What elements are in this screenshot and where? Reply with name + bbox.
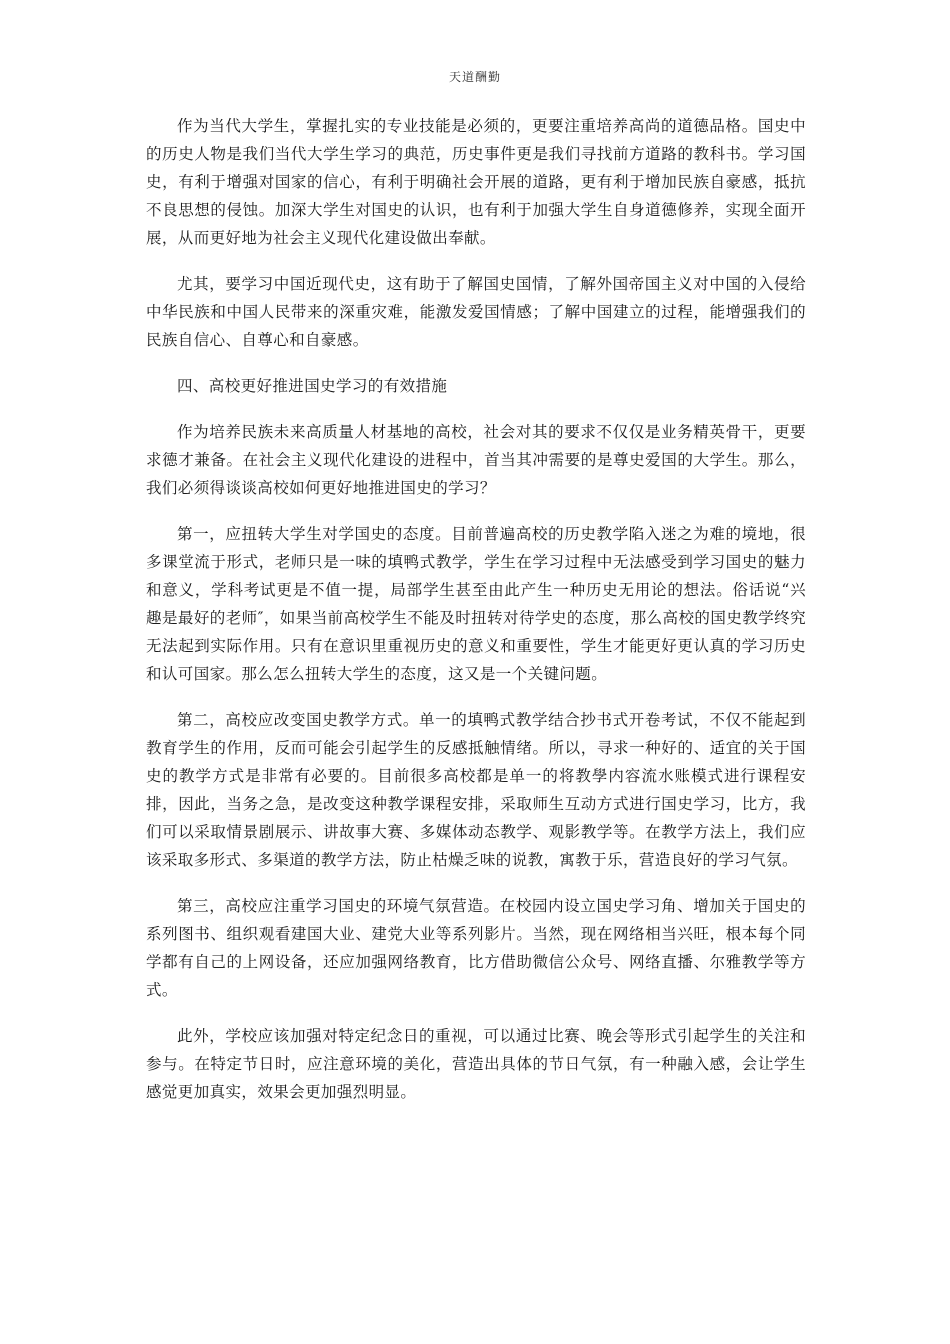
paragraph-first-measure: 第一，应扭转大学生对学国史的态度。目前普遍高校的历史教学陷入迷之为难的境地，很多课堂流于形式，老师只是一味的填鸭式教学，学生在学习过程中无法感受到学习国史的魅力和意义，学科考试更是不值一提，局部学生甚至由此产生一种历史无用论的想法。俗话说“兴趣是最好的老师″，如果当前高校学生不能及时扭转对待学史的态度，那么高校的国史教学终究无法起到实际作用。只有在意识里重视历史的意义和重要性，学生才能更好更认真的学习历史和认可国家。那么怎么扭转大学生的态度，这又是一个关键问题。	[146, 525, 806, 683]
paragraph-requirements: 作为培养民族未来高质量人材基地的高校，社会对其的要求不仅仅是业务精英骨干，更要求德才兼备。在社会主义现代化建设的进程中，首当其冲需要的是尊史爱国的大学生。那么，我们必须得谈谈高校如何更好地推进国史的学习？	[146, 423, 806, 497]
page-header: 天道酬勤	[448, 70, 501, 84]
document-body	[146, 112, 806, 1124]
paragraph-additional: 此外，学校应该加强对特定纪念日的重视，可以通过比赛、晚会等形式引起学生的关注和参与。在特定节日时，应注意环境的美化，营造出具体的节日气氛，有一种融入感，会让学生感觉更加真实，效果会更加强烈明显。	[146, 1027, 806, 1101]
paragraph-intro: 作为当代大学生，掌握扎实的专业技能是必须的，更要注重培养高尚的道德品格。国史中的历史人物是我们当代大学生学习的典范，历史事件更是我们寻找前方道路的教科书。学习国史，有利于增强对国家的信心，有利于明确社会开展的道路，更有利于增加民族自豪感，抵抗不良思想的侵蚀。加深大学生对国史的认识，也有利于加强大学生自身道德修养，实现全面开展，从而更好地为社会主义现代化建设做出奉献。	[146, 117, 806, 247]
paragraph-modern-history: 尤其，要学习中国近现代史，这有助于了解国史国情，了解外国帝国主义对中国的入侵给中华民族和中国人民带来的深重灾难，能激发爱国情感；了解中国建立的过程，能增强我们的民族自信心、自尊心和自豪感。	[146, 275, 806, 349]
paragraph-second-measure: 第二，高校应改变国史教学方式。单一的填鸭式教学结合抄书式开卷考试，不仅不能起到教育学生的作用，反而可能会引起学生的反感抵触情绪。所以，寻求一种好的、适宜的关于国史的教学方式是非常有必要的。目前很多高校都是单一的将教學内容流水账模式进行课程安排，因此，当务之急，是改变这种教学课程安排，采取师生互动方式进行国史学习，比方，我们可以采取情景剧展示、讲故事大赛、多媒体动态教学、观影教学等。在教学方法上，我们应该采取多形式、多渠道的教学方法，防止枯燥乏味的说教，寓教于乐，营造良好的学习气氛。	[146, 711, 806, 869]
section-heading: 四、高校更好推进国史学习的有效措施	[177, 377, 448, 395]
paragraph-third-measure: 第三，高校应注重学习国史的环境气氛营造。在校园内设立国史学习角、增加关于国史的系列图书、组织观看建国大业、建党大业等系列影片。当然，现在网络相当兴旺，根本每个同学都有自己的上网设备，还应加强网络教育，比方借助微信公众号、网络直播、尔雅教学等方式。	[146, 897, 806, 999]
